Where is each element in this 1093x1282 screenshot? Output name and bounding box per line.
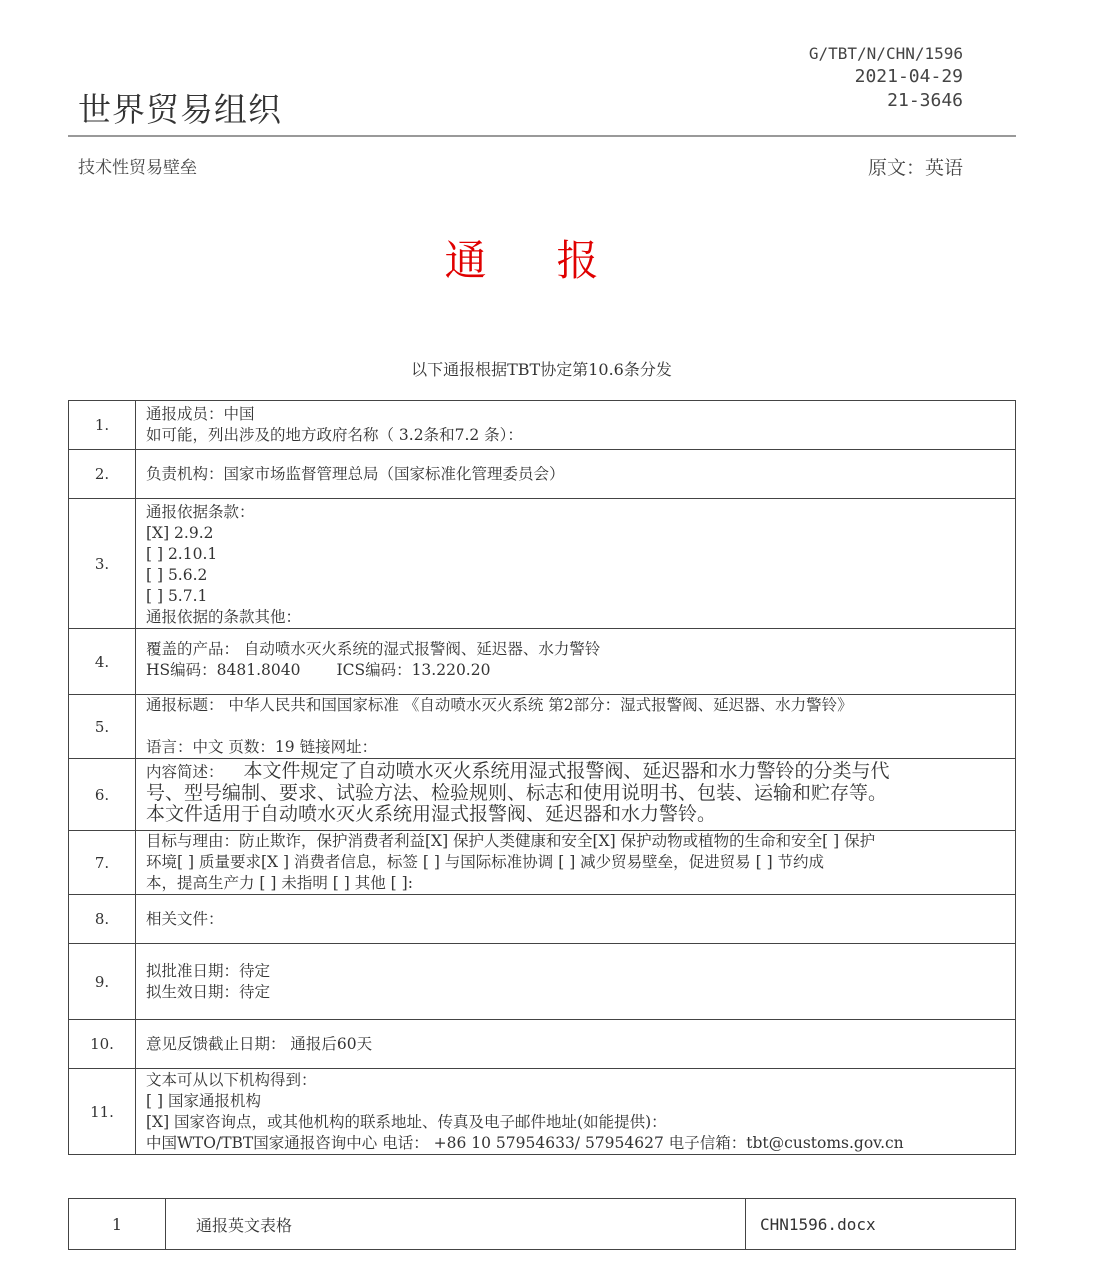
table-row xyxy=(69,895,1016,944)
article-other: 通报依据的条款其他： xyxy=(146,608,302,626)
products-covered: 覆盖的产品： 自动喷水灭火系统的湿式报警阀、延迟器、水力警铃 xyxy=(146,640,601,658)
article-option: [X] 2.9.2 xyxy=(146,524,214,542)
objective-text: 目标与理由：防止欺诈，保护消费者利益[X] 保护人类健康和安全[X] 保护动物或植物的生命和安全[ ] 保护 xyxy=(146,832,876,850)
attachments-table xyxy=(68,1198,1016,1250)
header-divider xyxy=(68,135,1016,137)
row-content xyxy=(136,695,1016,759)
table-row xyxy=(69,1069,1016,1155)
row-number: 11. xyxy=(69,1069,136,1155)
table-row xyxy=(69,695,1016,759)
row-content xyxy=(136,1069,1016,1155)
table-row xyxy=(69,499,1016,629)
row-content xyxy=(136,944,1016,1020)
table-row xyxy=(69,450,1016,499)
attachment-number: 1 xyxy=(69,1199,166,1250)
document-symbol: G/TBT/N/CHN/1596 xyxy=(808,44,963,63)
organization-name: 世界贸易组织 xyxy=(78,90,282,129)
blank-line xyxy=(146,716,1007,737)
notification-title: 通报标题： 中华人民共和国国家标准 《自动喷水灭火系统 第2部分：湿式报警阀、延迟器、水力警铃》 xyxy=(146,696,853,714)
table-row xyxy=(69,1020,1016,1069)
objective-text: 环境[ ] 质量要求[X ] 消费者信息，标签 [ ] 与国际标准协调 [ ] 减少贸易壁垒，促进贸易 [ ] 节约成 xyxy=(146,853,825,871)
table-row xyxy=(69,629,1016,695)
row-number: 4. xyxy=(69,629,136,695)
row-content xyxy=(136,759,1016,831)
comment-deadline: 意见反馈截止日期： 通报后60天 xyxy=(146,1034,373,1053)
row-content xyxy=(136,629,1016,695)
responsible-agency: 负责机构：国家市场监督管理总局（国家标准化管理委员会） xyxy=(146,464,565,483)
entry-into-force-date: 拟生效日期：待定 xyxy=(146,982,271,1001)
row-content xyxy=(136,831,1016,895)
table-row xyxy=(69,759,1016,831)
relevant-documents: 相关文件： xyxy=(146,909,224,928)
source-option: [ ] 国家通报机构 xyxy=(146,1092,261,1110)
text-available-from: 文本可从以下机构得到： xyxy=(146,1071,317,1089)
description-text: 本文件适用于自动喷水灭火系统用湿式报警阀、延迟器和水力警铃。 xyxy=(146,803,717,825)
attachment-row xyxy=(69,1199,1016,1250)
row-number: 3. xyxy=(69,499,136,629)
description-label: 内容简述： xyxy=(146,763,224,781)
row-number: 5. xyxy=(69,695,136,759)
row-number: 7. xyxy=(69,831,136,895)
distribution-note: 以下通报根据TBT协定第10.6条分发 xyxy=(411,360,672,379)
notifying-member: 通报成员：中国 xyxy=(146,405,255,423)
product-codes xyxy=(146,660,1007,681)
row-number: 10. xyxy=(69,1020,136,1069)
attachment-file-link[interactable]: CHN1596.docx xyxy=(746,1199,1016,1250)
hs-code: HS编码：8481.8040 xyxy=(146,661,301,679)
row-number: 9. xyxy=(69,944,136,1020)
row-content xyxy=(136,1020,1016,1069)
notification-heading: 通报 xyxy=(444,236,669,285)
article-heading: 通报依据条款： xyxy=(146,503,255,521)
article-option: [ ] 5.7.1 xyxy=(146,587,208,605)
description-text: 本文件规定了自动喷水灭火系统用湿式报警阀、延迟器和水力警铃的分类与代 xyxy=(243,760,890,782)
ics-code: ICS编码：13.220.20 xyxy=(336,661,491,679)
local-government: 如可能，列出涉及的地方政府名称（ 3.2条和7.2 条）： xyxy=(146,426,523,444)
description-first-line xyxy=(146,761,1007,783)
row-content xyxy=(136,499,1016,629)
document-number: 21-3646 xyxy=(887,90,963,111)
article-option: [ ] 2.10.1 xyxy=(146,545,218,563)
table-row xyxy=(69,944,1016,1020)
row-content xyxy=(136,401,1016,450)
source-option: [X] 国家咨询点，或其他机构的联系地址、传真及电子邮件地址(如能提供)： xyxy=(146,1113,667,1131)
row-number: 6. xyxy=(69,759,136,831)
table-row xyxy=(69,831,1016,895)
table-row xyxy=(69,401,1016,450)
row-number: 8. xyxy=(69,895,136,944)
attachment-name: 通报英文表格 xyxy=(166,1199,746,1250)
committee-name: 技术性贸易壁垒 xyxy=(78,158,197,178)
objective-text: 本，提高生产力 [ ] 未指明 [ ] 其他 [ ]: xyxy=(146,874,413,892)
row-content xyxy=(136,895,1016,944)
article-option: [ ] 5.6.2 xyxy=(146,566,208,584)
notification-table xyxy=(68,400,1016,1155)
row-number: 1. xyxy=(69,401,136,450)
row-number: 2. xyxy=(69,450,136,499)
enquiry-point-contact: 中国WTO/TBT国家通报咨询中心 电话： +86 10 57954633/ 57954627 电子信箱：tbt@customs.gov.cn xyxy=(146,1134,904,1152)
description-text: 号、型号编制、要求、试验方法、检验规则、标志和使用说明书、包装、运输和贮存等。 xyxy=(146,782,888,804)
adoption-date: 拟批准日期：待定 xyxy=(146,961,271,980)
row-content xyxy=(136,450,1016,499)
document-date: 2021-04-29 xyxy=(854,66,963,87)
language-pages-link: 语言：中文 页数：19 链接网址： xyxy=(146,738,378,756)
original-language: 原文：英语 xyxy=(867,157,963,179)
